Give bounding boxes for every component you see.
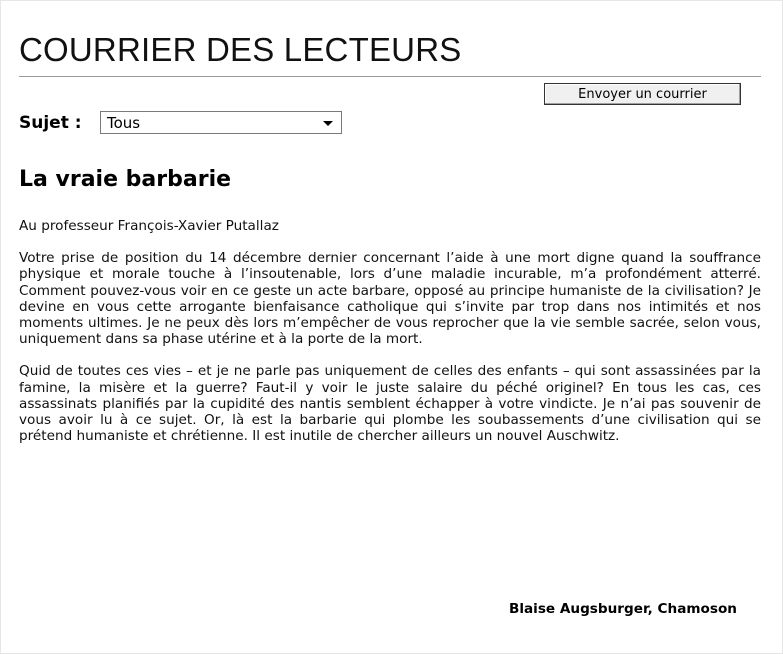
article-signature: Blaise Augsburger, Chamoson [508, 601, 737, 617]
article-paragraph-2: Quid de toutes ces vies – et je ne parle pas uniquement de celles des enfants – qui sont assassinées par la famine, la misère et la guerre? Faut-il y voir le juste salaire du péché originel? En tous les cas, ces assassinats planifiés par la cupidité des nantis semblent échapper à votre vindicte. Je n’ai pas souvenir de vous avoir lu à ce sujet. Or, là est la barbarie qui plombe les soubassements d’une civilisation qui se prétend humaniste et chrétienne. Il est inutile de chercher ailleurs un nouvel Auschwitz. [19, 363, 761, 445]
article-title: La vraie barbarie [19, 167, 232, 192]
title-divider [19, 76, 761, 77]
page-title: COURRIER DES LECTEURS [19, 31, 462, 68]
article-paragraph-1: Votre prise de position du 14 décembre dernier concernant l’aide à une mort digne quand la souffrance physique et morale touche à l’insoutenable, lors d’une maladie incurable, m’a profondément atterré. Comment pouvez-vous voir en ce geste un acte barbare, opposé au principe humaniste de la civilisation? Je devine en vous cette arrogante bienfaisance catholique qui s’invite par trop dans nos intimités et nos moments ultimes. Je ne peux dès lors m’empêcher de vous reprocher que la vie semble sacrée, selon vous, uniquement dans sa phase utérine et à la porte de la mort. [19, 250, 761, 348]
subject-label: Sujet : [19, 113, 82, 133]
article-addressee: Au professeur François-Xavier Putallaz [19, 218, 279, 234]
send-letter-button[interactable]: Envoyer un courrier [544, 83, 741, 105]
chevron-down-icon[interactable] [323, 121, 333, 126]
article-body [19, 218, 761, 460]
subject-select[interactable] [100, 111, 342, 134]
subject-selected-value: Tous [107, 114, 141, 132]
